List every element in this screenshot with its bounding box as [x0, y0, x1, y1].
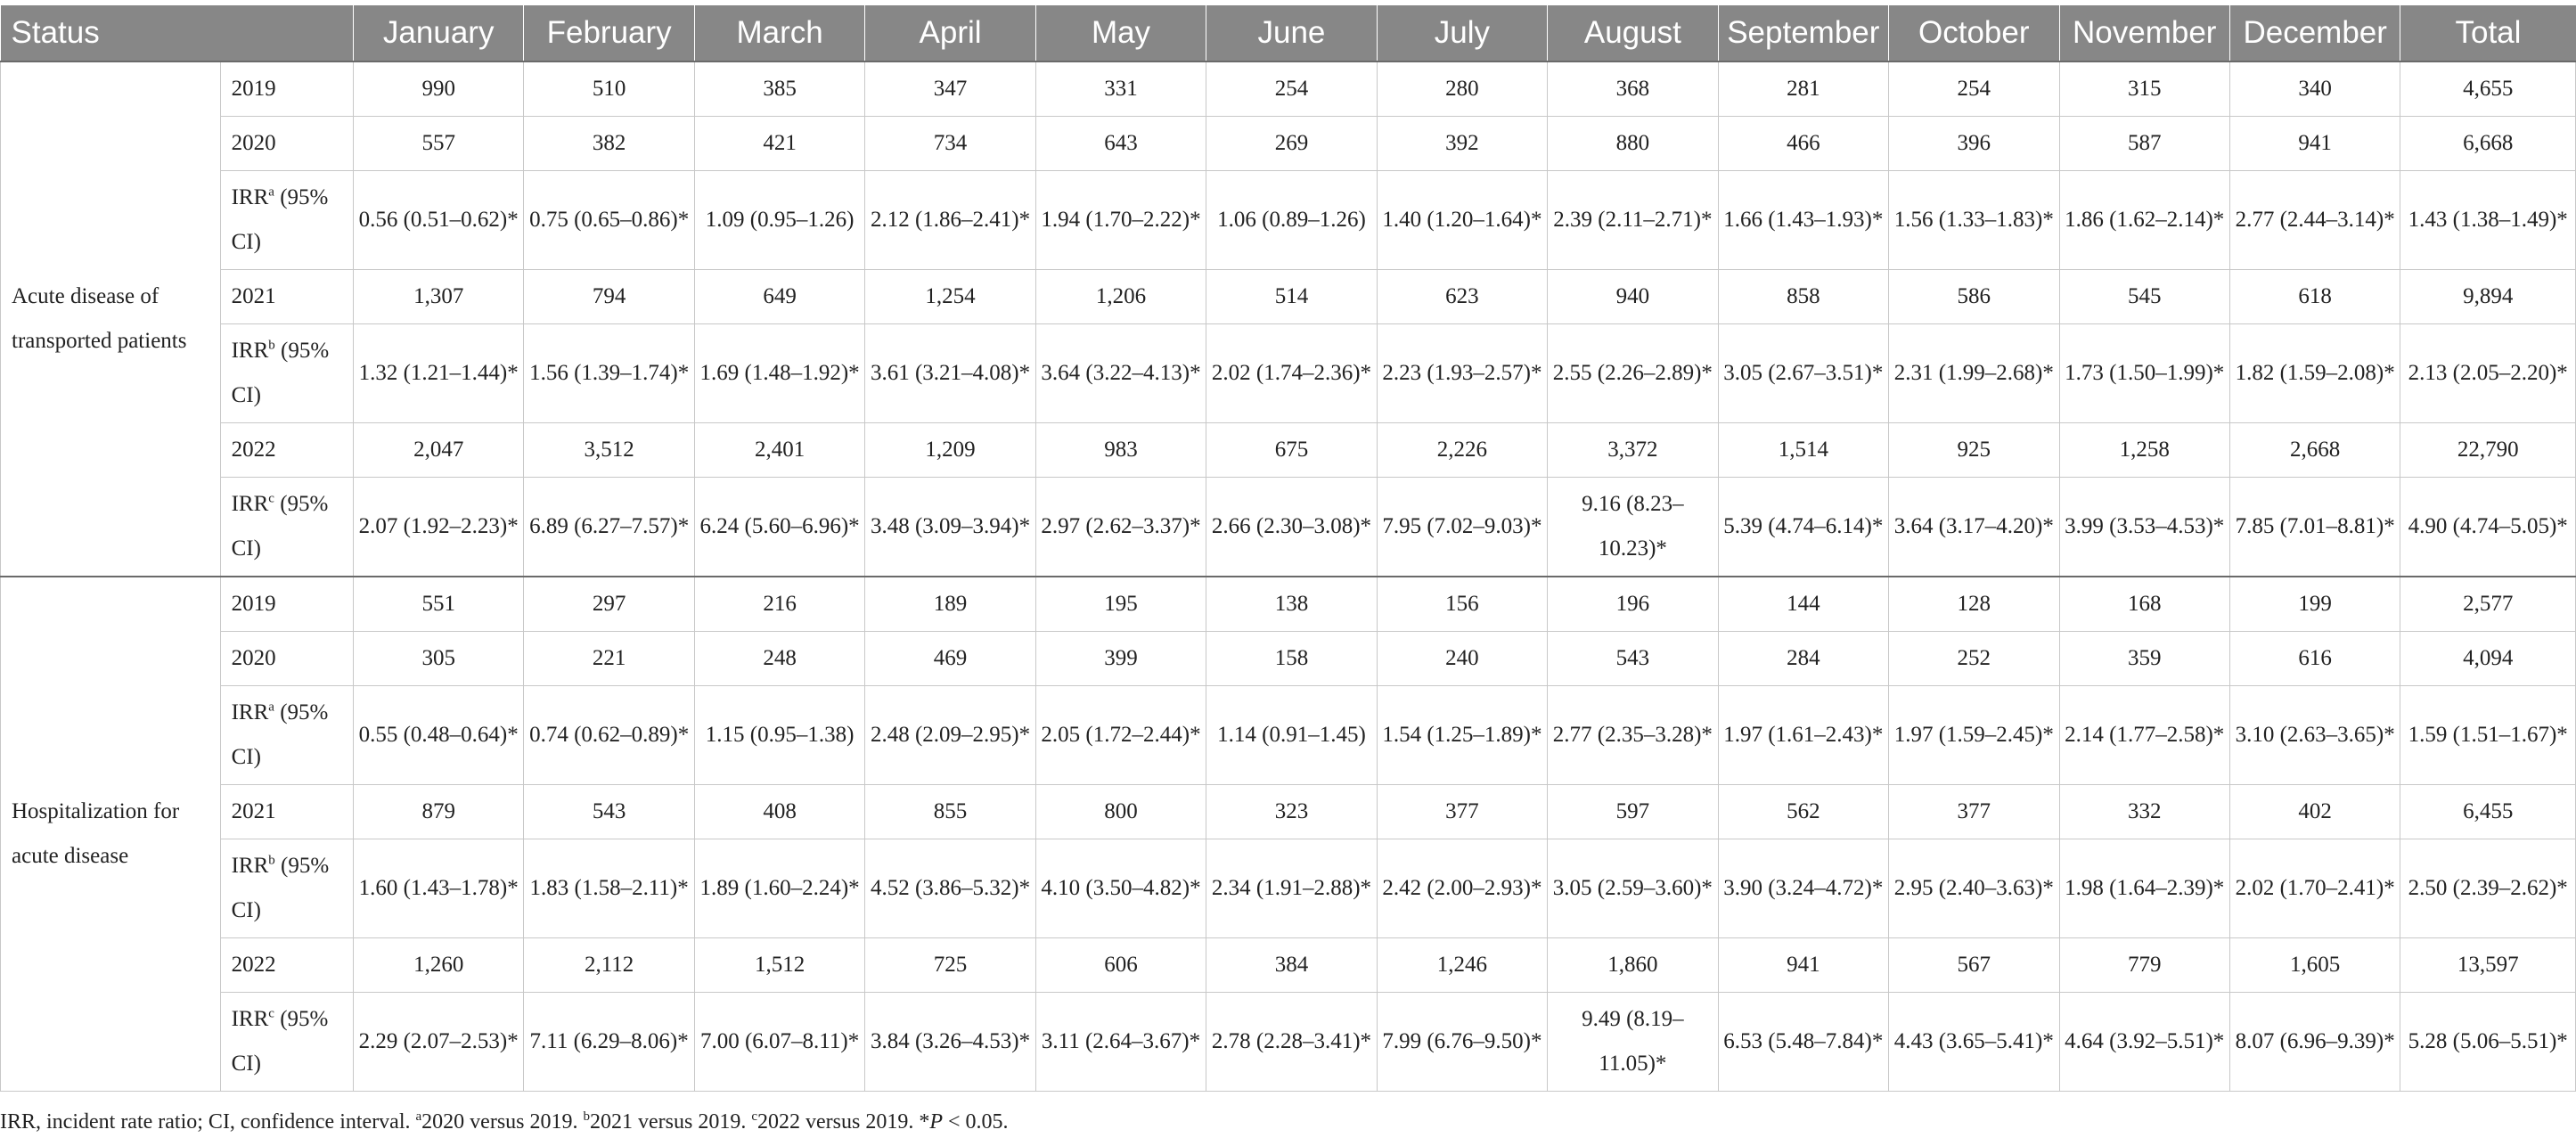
data-cell: 725: [865, 938, 1035, 993]
data-cell: 2.12 (1.86–2.41)*: [865, 171, 1035, 270]
column-header-july: July: [1377, 5, 1547, 61]
data-cell: 2.39 (2.11–2.71)*: [1548, 171, 1718, 270]
data-cell: 1,258: [2059, 423, 2229, 478]
column-header-january: January: [353, 5, 523, 61]
data-cell: 1.89 (1.60–2.24)*: [694, 839, 864, 938]
irr-label: IRR: [231, 1007, 269, 1031]
data-cell: 2.29 (2.07–2.53)*: [353, 993, 523, 1092]
data-cell: 643: [1035, 117, 1206, 171]
data-cell: 248: [694, 632, 864, 686]
footnote-a: 2020 versus 2019.: [421, 1110, 584, 1134]
data-cell: 879: [353, 785, 523, 839]
data-cell: 168: [2059, 577, 2229, 632]
data-cell: 396: [1889, 117, 2059, 171]
table-row: [1, 632, 2576, 686]
data-cell: 3.64 (3.22–4.13)*: [1035, 324, 1206, 423]
column-header-april: April: [865, 5, 1035, 61]
footnote-p-symbol: P: [929, 1110, 943, 1134]
table-row: [1, 61, 2576, 117]
data-cell: 1.06 (0.89–1.26): [1206, 171, 1377, 270]
data-cell: 382: [524, 117, 694, 171]
data-cell: 2.14 (1.77–2.58)*: [2059, 686, 2229, 785]
data-cell: 315: [2059, 61, 2229, 117]
row-label: [220, 686, 353, 785]
data-cell: 675: [1206, 423, 1377, 478]
data-cell: 2.02 (1.74–2.36)*: [1206, 324, 1377, 423]
data-cell: 1,246: [1377, 938, 1547, 993]
data-cell: 5.28 (5.06–5.51)*: [2400, 993, 2576, 1092]
data-cell: 623: [1377, 270, 1547, 324]
table-footnote: [0, 1110, 1009, 1134]
data-cell: 2.77 (2.35–3.28)*: [1548, 686, 1718, 785]
data-cell: 392: [1377, 117, 1547, 171]
data-cell: 22,790: [2400, 423, 2576, 478]
irr-ci-label: (95% CI): [231, 492, 329, 561]
footnote-sup-c: c: [751, 1109, 757, 1124]
row-label: 2020: [220, 117, 353, 171]
row-label: [220, 478, 353, 577]
irr-superscript: c: [268, 491, 274, 506]
data-cell: 616: [2229, 632, 2400, 686]
data-cell: 855: [865, 785, 1035, 839]
data-cell: 254: [1206, 61, 1377, 117]
data-cell: 800: [1035, 785, 1206, 839]
data-cell: 158: [1206, 632, 1377, 686]
data-cell: 1.56 (1.39–1.74)*: [524, 324, 694, 423]
data-cell: 543: [1548, 632, 1718, 686]
data-cell: 4.90 (4.74–5.05)*: [2400, 478, 2576, 577]
data-cell: 7.00 (6.07–8.11)*: [694, 993, 864, 1092]
data-cell: 3.64 (3.17–4.20)*: [1889, 478, 2059, 577]
irr-ci-label: (95% CI): [231, 854, 330, 922]
irr-ci-label: (95% CI): [231, 1007, 329, 1076]
data-cell: 940: [1548, 270, 1718, 324]
column-header-february: February: [524, 5, 694, 61]
data-cell: 340: [2229, 61, 2400, 117]
data-cell: 2.31 (1.99–2.68)*: [1889, 324, 2059, 423]
data-cell: 1.43 (1.38–1.49)*: [2400, 171, 2576, 270]
row-label: [220, 171, 353, 270]
footnote-b: 2021 versus 2019.: [590, 1110, 752, 1134]
table-row: [1, 785, 2576, 839]
data-cell: 618: [2229, 270, 2400, 324]
data-cell: 1.98 (1.64–2.39)*: [2059, 839, 2229, 938]
data-cell: 128: [1889, 577, 2059, 632]
data-cell: 2.34 (1.91–2.88)*: [1206, 839, 1377, 938]
data-cell: 1,514: [1718, 423, 1888, 478]
data-cell: 144: [1718, 577, 1888, 632]
data-cell: 3.11 (2.64–3.67)*: [1035, 993, 1206, 1092]
data-cell: 2.13 (2.05–2.20)*: [2400, 324, 2576, 423]
data-cell: 138: [1206, 577, 1377, 632]
data-cell: 1,307: [353, 270, 523, 324]
data-cell: 189: [865, 577, 1035, 632]
footnote-sup-a: a: [415, 1109, 422, 1124]
table-row: [1, 270, 2576, 324]
data-cell: 1.59 (1.51–1.67)*: [2400, 686, 2576, 785]
data-cell: 2.97 (2.62–3.37)*: [1035, 478, 1206, 577]
data-cell: 1.69 (1.48–1.92)*: [694, 324, 864, 423]
data-cell: 6,668: [2400, 117, 2576, 171]
data-cell: 2.78 (2.28–3.41)*: [1206, 993, 1377, 1092]
row-label: 2019: [220, 61, 353, 117]
status-cell: Hospitalization for acute disease: [1, 577, 221, 1092]
data-cell: 597: [1548, 785, 1718, 839]
column-header-december: December: [2229, 5, 2400, 61]
data-cell: 562: [1718, 785, 1888, 839]
row-label: 2019: [220, 577, 353, 632]
data-cell: 510: [524, 61, 694, 117]
column-header-march: March: [694, 5, 864, 61]
data-cell: 3.10 (2.63–3.65)*: [2229, 686, 2400, 785]
column-header-september: September: [1718, 5, 1888, 61]
data-cell: 1.82 (1.59–2.08)*: [2229, 324, 2400, 423]
irr-superscript: a: [268, 184, 274, 200]
data-cell: 280: [1377, 61, 1547, 117]
data-cell: 545: [2059, 270, 2229, 324]
data-cell: 9.49 (8.19–11.05)*: [1548, 993, 1718, 1092]
data-cell: 408: [694, 785, 864, 839]
data-cell: 1,206: [1035, 270, 1206, 324]
data-cell: 1,260: [353, 938, 523, 993]
data-cell: 0.75 (0.65–0.86)*: [524, 171, 694, 270]
table-row: [1, 171, 2576, 270]
data-cell: 983: [1035, 423, 1206, 478]
data-cell: 1.66 (1.43–1.93)*: [1718, 171, 1888, 270]
irr-ci-label: (95% CI): [231, 185, 329, 254]
data-cell: 469: [865, 632, 1035, 686]
data-cell: 1.14 (0.91–1.45): [1206, 686, 1377, 785]
table-row: [1, 478, 2576, 577]
data-cell: 4.10 (3.50–4.82)*: [1035, 839, 1206, 938]
data-cell: 1.40 (1.20–1.64)*: [1377, 171, 1547, 270]
column-header-status: Status: [1, 5, 354, 61]
data-cell: 557: [353, 117, 523, 171]
data-cell: 1,209: [865, 423, 1035, 478]
irr-table: [0, 5, 2576, 1092]
data-cell: 281: [1718, 61, 1888, 117]
data-cell: 4.43 (3.65–5.41)*: [1889, 993, 2059, 1092]
data-cell: 305: [353, 632, 523, 686]
data-cell: 3.48 (3.09–3.94)*: [865, 478, 1035, 577]
column-header-may: May: [1035, 5, 1206, 61]
data-cell: 1.54 (1.25–1.89)*: [1377, 686, 1547, 785]
table-row: [1, 423, 2576, 478]
row-label: 2022: [220, 938, 353, 993]
row-label: [220, 324, 353, 423]
footnote-c: 2022 versus 2019. *: [757, 1110, 930, 1134]
data-cell: 606: [1035, 938, 1206, 993]
data-cell: 347: [865, 61, 1035, 117]
data-cell: 254: [1889, 61, 2059, 117]
data-cell: 2.05 (1.72–2.44)*: [1035, 686, 1206, 785]
data-cell: 8.07 (6.96–9.39)*: [2229, 993, 2400, 1092]
data-cell: 514: [1206, 270, 1377, 324]
table-row: [1, 938, 2576, 993]
data-cell: 2.50 (2.39–2.62)*: [2400, 839, 2576, 938]
data-cell: 332: [2059, 785, 2229, 839]
data-cell: 2.48 (2.09–2.95)*: [865, 686, 1035, 785]
data-cell: 880: [1548, 117, 1718, 171]
data-cell: 377: [1377, 785, 1547, 839]
data-cell: 990: [353, 61, 523, 117]
data-cell: 7.11 (6.29–8.06)*: [524, 993, 694, 1092]
data-cell: 252: [1889, 632, 2059, 686]
data-cell: 925: [1889, 423, 2059, 478]
data-cell: 2.77 (2.44–3.14)*: [2229, 171, 2400, 270]
row-label: [220, 839, 353, 938]
data-cell: 2,401: [694, 423, 864, 478]
data-cell: 3.99 (3.53–4.53)*: [2059, 478, 2229, 577]
data-cell: 2,112: [524, 938, 694, 993]
irr-label: IRR: [231, 492, 269, 516]
data-cell: 941: [2229, 117, 2400, 171]
data-cell: 587: [2059, 117, 2229, 171]
data-cell: 3.61 (3.21–4.08)*: [865, 324, 1035, 423]
column-header-october: October: [1889, 5, 2059, 61]
data-cell: 1.09 (0.95–1.26): [694, 171, 864, 270]
irr-superscript: b: [268, 338, 275, 353]
irr-superscript: b: [268, 853, 275, 868]
irr-ci-label: (95% CI): [231, 700, 329, 769]
data-cell: 567: [1889, 938, 2059, 993]
data-cell: 269: [1206, 117, 1377, 171]
data-cell: 4.64 (3.92–5.51)*: [2059, 993, 2229, 1092]
data-cell: 359: [2059, 632, 2229, 686]
data-cell: 6,455: [2400, 785, 2576, 839]
data-cell: 1.94 (1.70–2.22)*: [1035, 171, 1206, 270]
column-header-total: Total: [2400, 5, 2576, 61]
footnote-abbrev: IRR, incident rate ratio; CI, confidence interval.: [0, 1110, 416, 1134]
irr-label: IRR: [231, 700, 269, 724]
data-cell: 1.83 (1.58–2.11)*: [524, 839, 694, 938]
data-cell: 216: [694, 577, 864, 632]
table-row: [1, 324, 2576, 423]
table-header: [1, 5, 2576, 61]
data-cell: 1,605: [2229, 938, 2400, 993]
data-cell: 1.97 (1.59–2.45)*: [1889, 686, 2059, 785]
data-cell: 2.95 (2.40–3.63)*: [1889, 839, 2059, 938]
data-cell: 0.56 (0.51–0.62)*: [353, 171, 523, 270]
data-cell: 2.07 (1.92–2.23)*: [353, 478, 523, 577]
footnote-p: < 0.05.: [943, 1110, 1009, 1134]
data-cell: 649: [694, 270, 864, 324]
data-cell: 4,094: [2400, 632, 2576, 686]
data-cell: 3.05 (2.59–3.60)*: [1548, 839, 1718, 938]
column-header-june: June: [1206, 5, 1377, 61]
data-cell: 6.53 (5.48–7.84)*: [1718, 993, 1888, 1092]
data-cell: 0.55 (0.48–0.64)*: [353, 686, 523, 785]
irr-label: IRR: [231, 339, 269, 363]
data-cell: 284: [1718, 632, 1888, 686]
data-cell: 402: [2229, 785, 2400, 839]
data-cell: 4,655: [2400, 61, 2576, 117]
data-cell: 3.84 (3.26–4.53)*: [865, 993, 1035, 1092]
data-cell: 9.16 (8.23–10.23)*: [1548, 478, 1718, 577]
data-cell: 3.90 (3.24–4.72)*: [1718, 839, 1888, 938]
data-cell: 384: [1206, 938, 1377, 993]
data-cell: 240: [1377, 632, 1547, 686]
data-cell: 586: [1889, 270, 2059, 324]
column-header-august: August: [1548, 5, 1718, 61]
row-label: 2021: [220, 270, 353, 324]
data-cell: 2,047: [353, 423, 523, 478]
data-cell: 199: [2229, 577, 2400, 632]
footnote-sup-b: b: [583, 1109, 590, 1124]
data-cell: 734: [865, 117, 1035, 171]
data-cell: 195: [1035, 577, 1206, 632]
data-cell: 221: [524, 632, 694, 686]
data-cell: 2.42 (2.00–2.93)*: [1377, 839, 1547, 938]
data-cell: 4.52 (3.86–5.32)*: [865, 839, 1035, 938]
data-cell: 1.86 (1.62–2.14)*: [2059, 171, 2229, 270]
data-cell: 1.56 (1.33–1.83)*: [1889, 171, 2059, 270]
header-row: [1, 5, 2576, 61]
irr-ci-label: (95% CI): [231, 339, 330, 407]
irr-label: IRR: [231, 185, 269, 209]
data-cell: 323: [1206, 785, 1377, 839]
data-cell: 399: [1035, 632, 1206, 686]
data-cell: 2,226: [1377, 423, 1547, 478]
table-body: [1, 61, 2576, 1092]
data-cell: 1.60 (1.43–1.78)*: [353, 839, 523, 938]
table-row: [1, 993, 2576, 1092]
data-cell: 3,372: [1548, 423, 1718, 478]
data-cell: 1,860: [1548, 938, 1718, 993]
data-cell: 7.95 (7.02–9.03)*: [1377, 478, 1547, 577]
data-cell: 3,512: [524, 423, 694, 478]
data-cell: 421: [694, 117, 864, 171]
irr-superscript: a: [268, 700, 274, 715]
data-cell: 941: [1718, 938, 1888, 993]
data-cell: 7.99 (6.76–9.50)*: [1377, 993, 1547, 1092]
data-cell: 1,512: [694, 938, 864, 993]
data-cell: 385: [694, 61, 864, 117]
data-cell: 1.97 (1.61–2.43)*: [1718, 686, 1888, 785]
data-cell: 2,577: [2400, 577, 2576, 632]
data-cell: 2.23 (1.93–2.57)*: [1377, 324, 1547, 423]
data-cell: 368: [1548, 61, 1718, 117]
data-cell: 551: [353, 577, 523, 632]
table-row: [1, 117, 2576, 171]
data-cell: 3.05 (2.67–3.51)*: [1718, 324, 1888, 423]
data-cell: 5.39 (4.74–6.14)*: [1718, 478, 1888, 577]
data-cell: 6.89 (6.27–7.57)*: [524, 478, 694, 577]
data-cell: 466: [1718, 117, 1888, 171]
data-cell: 297: [524, 577, 694, 632]
irr-label: IRR: [231, 854, 269, 878]
row-label: 2020: [220, 632, 353, 686]
row-label: [220, 993, 353, 1092]
irr-superscript: c: [268, 1006, 274, 1021]
status-cell: Acute disease of transported patients: [1, 61, 221, 577]
data-cell: 331: [1035, 61, 1206, 117]
row-label: 2021: [220, 785, 353, 839]
data-cell: 156: [1377, 577, 1547, 632]
data-cell: 196: [1548, 577, 1718, 632]
data-cell: 1.73 (1.50–1.99)*: [2059, 324, 2229, 423]
data-cell: 13,597: [2400, 938, 2576, 993]
data-cell: 377: [1889, 785, 2059, 839]
row-label: 2022: [220, 423, 353, 478]
column-header-november: November: [2059, 5, 2229, 61]
table-row: [1, 686, 2576, 785]
data-cell: 1.32 (1.21–1.44)*: [353, 324, 523, 423]
data-cell: 1,254: [865, 270, 1035, 324]
data-cell: 2.55 (2.26–2.89)*: [1548, 324, 1718, 423]
table-row: [1, 839, 2576, 938]
data-cell: 858: [1718, 270, 1888, 324]
data-cell: 0.74 (0.62–0.89)*: [524, 686, 694, 785]
data-cell: 2.02 (1.70–2.41)*: [2229, 839, 2400, 938]
data-cell: 9,894: [2400, 270, 2576, 324]
data-cell: 794: [524, 270, 694, 324]
data-cell: 6.24 (5.60–6.96)*: [694, 478, 864, 577]
data-cell: 779: [2059, 938, 2229, 993]
data-cell: 543: [524, 785, 694, 839]
data-cell: 1.15 (0.95–1.38): [694, 686, 864, 785]
data-cell: 2.66 (2.30–3.08)*: [1206, 478, 1377, 577]
data-cell: 2,668: [2229, 423, 2400, 478]
data-cell: 7.85 (7.01–8.81)*: [2229, 478, 2400, 577]
table-row: [1, 577, 2576, 632]
